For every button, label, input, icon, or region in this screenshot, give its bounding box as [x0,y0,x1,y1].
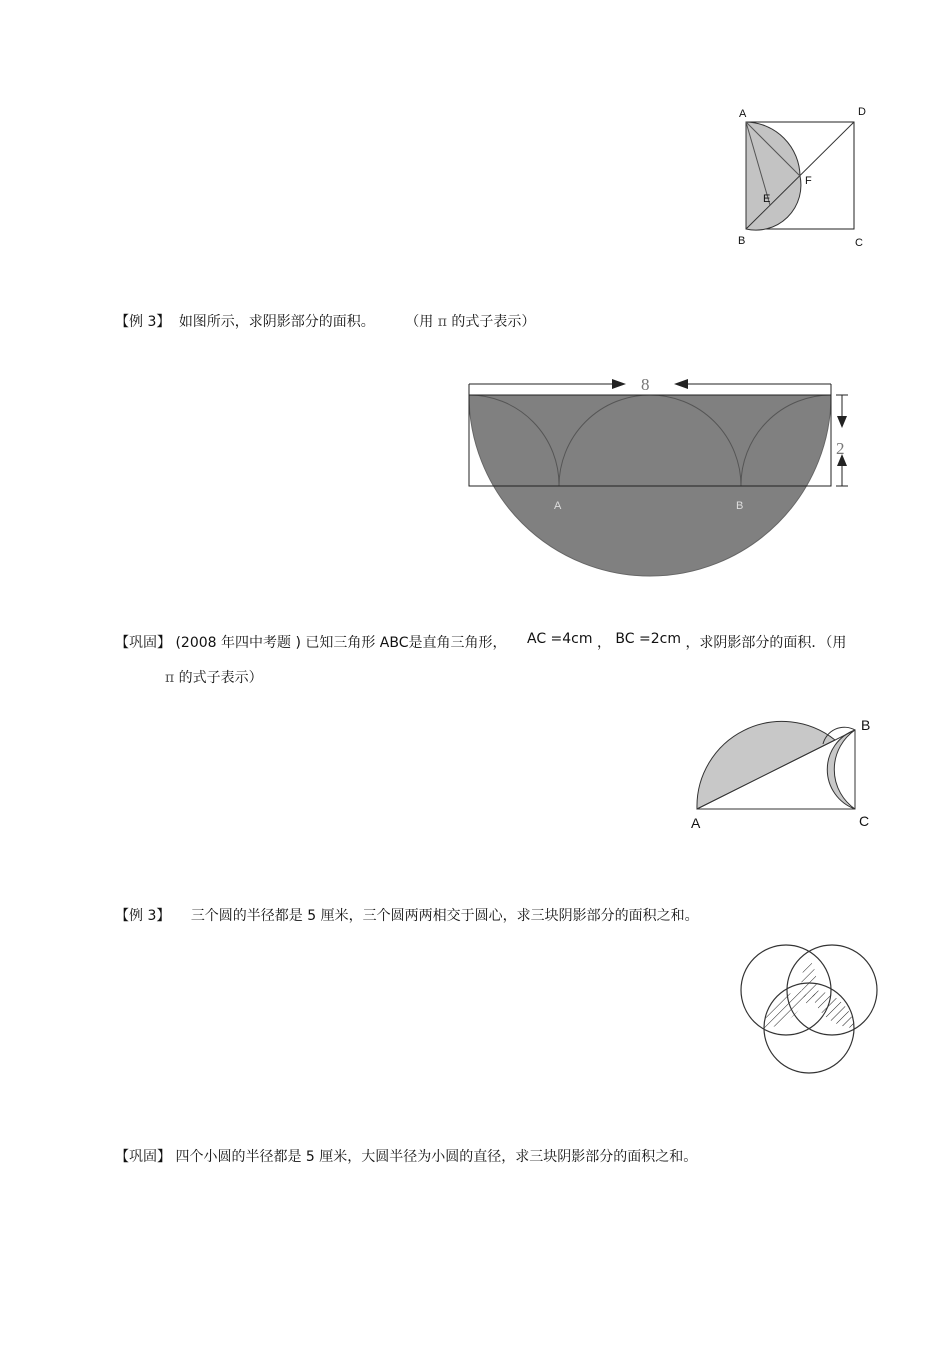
consolidation-1-line1 [115,631,847,652]
label-side-2: 2 [836,439,845,458]
consolidation-text: 四个小圆的半径都是 5 厘米，大圆半径为小圆的直径，求三块阴影部分的面积之和。 [175,1149,698,1165]
example-3b-line [115,907,699,925]
consolidation-text-2: ，求阴影部分的面积．（用 [685,635,847,651]
bc-length: BC =2cm [615,631,681,647]
figure-right-triangle [685,710,880,840]
example-prefix: 【例 3】 [115,908,171,924]
example-question: 三个圆的半径都是 5 厘米，三个圆两两相交于圆心，求三块阴影部分的面积之和。 [190,908,699,924]
paren-close: 的式子表示） [451,314,536,330]
consolidation-text-1: (2008 年四中考题 ) 已知三角形 ABC是直角三角形， [175,635,507,651]
example-question: 如图所示，求阴影部分的面积。 [178,314,375,330]
shaded-semicircle [746,122,801,230]
label-A: A [691,815,701,831]
shaded-semicircle-ac [697,721,835,809]
label-B: B [861,717,871,733]
figure-square-semicircle [730,100,880,255]
label-C: C [859,813,870,829]
label-C: C [855,237,863,249]
ac-length: AC =4cm [526,631,593,647]
figure-three-circles [735,938,885,1078]
label-B: B [736,500,744,512]
consolidation-prefix: 【巩固】 [115,635,171,651]
label-A: A [554,500,562,512]
example-prefix: 【例 3】 [115,314,171,330]
label-F: F [805,175,812,187]
pi-symbol: π [437,314,447,330]
figure-rectangle-arcs [460,370,860,585]
separator: ， [596,635,611,651]
label-D: D [858,106,866,118]
pi-symbol: π [165,670,175,686]
label-A: A [739,108,747,120]
label-top-8: 8 [641,375,650,394]
paren-open: （用 [405,314,434,330]
consolidation-prefix: 【巩固】 [115,1149,171,1165]
consolidation-1-line2 [165,669,263,687]
consolidation-text-3: 的式子表示） [178,670,263,686]
label-E: E [763,193,771,205]
label-B: B [738,235,746,247]
consolidation-2-line [115,1148,697,1166]
example-3-line [115,313,535,331]
